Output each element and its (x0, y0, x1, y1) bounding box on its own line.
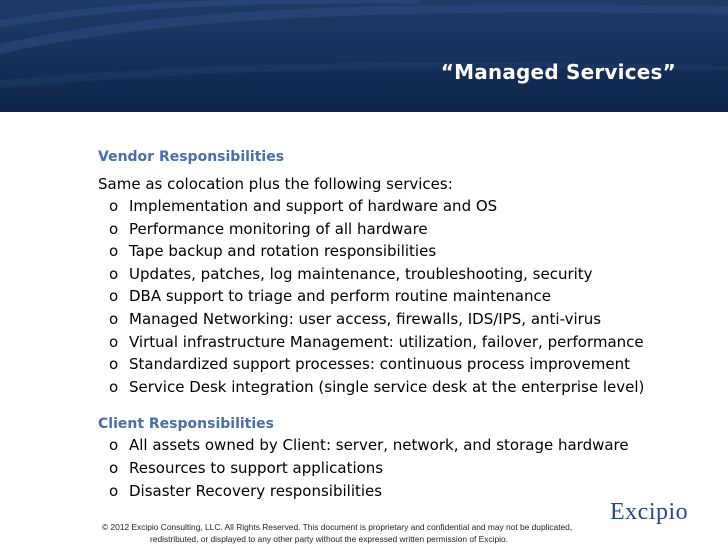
list-item: o Virtual infrastructure Management: utilization, failover, performance (98, 331, 710, 354)
bullet-marker: o (109, 287, 119, 306)
list-item: o Service Desk integration (single service desk at the enterprise level) (98, 376, 710, 399)
list-item: o Tape backup and rotation responsibilities (98, 240, 710, 263)
footer-line-1: © 2012 Excipio Consulting, LLC. All Rights Reserved. This document is proprietary and confidential and may not be duplicated, (102, 522, 573, 532)
list-item: o Performance monitoring of all hardware (98, 218, 710, 241)
logo-wordmark: Excipio (610, 499, 689, 525)
bullet-marker: o (109, 481, 119, 500)
bullet-marker: o (109, 332, 119, 351)
list-item: o Managed Networking: user access, firewalls, IDS/IPS, anti-virus (98, 308, 710, 331)
bullet-marker: o (109, 264, 119, 283)
bullet-marker: o (109, 309, 119, 328)
client-list (98, 434, 710, 502)
list-item: o Updates, patches, log maintenance, troubleshooting, security (98, 263, 710, 286)
bullet-marker: o (109, 377, 119, 396)
list-item: o All assets owned by Client: server, network, and storage hardware (98, 434, 710, 457)
slide-content (98, 147, 710, 502)
bullet-marker: o (109, 219, 119, 238)
list-item: o Standardized support processes: continuous process improvement (98, 353, 710, 376)
bullet-marker: o (109, 355, 119, 374)
vendor-intro: Same as colocation plus the following services: (98, 175, 453, 193)
bullet-marker: o (109, 242, 119, 261)
excipio-logo (610, 497, 714, 531)
copyright-footer (102, 521, 602, 545)
slide-title: “Managed Services” (440, 60, 676, 84)
bullet-marker: o (109, 436, 119, 455)
list-item: o DBA support to triage and perform routine maintenance (98, 285, 710, 308)
header-decoration (0, 0, 728, 112)
footer-line-2: redistributed, or displayed to any other party without the expressed written permission of Excipio. (150, 534, 508, 544)
client-heading: Client Responsibilities (98, 416, 274, 433)
header-banner (0, 0, 728, 112)
list-item: o Disaster Recovery responsibilities (98, 480, 710, 503)
bullet-marker: o (109, 458, 119, 477)
list-item: o Implementation and support of hardware and OS (98, 195, 710, 218)
vendor-list (98, 195, 710, 398)
vendor-heading: Vendor Responsibilities (98, 149, 285, 165)
list-item: o Resources to support applications (98, 457, 710, 480)
bullet-marker: o (109, 197, 119, 215)
